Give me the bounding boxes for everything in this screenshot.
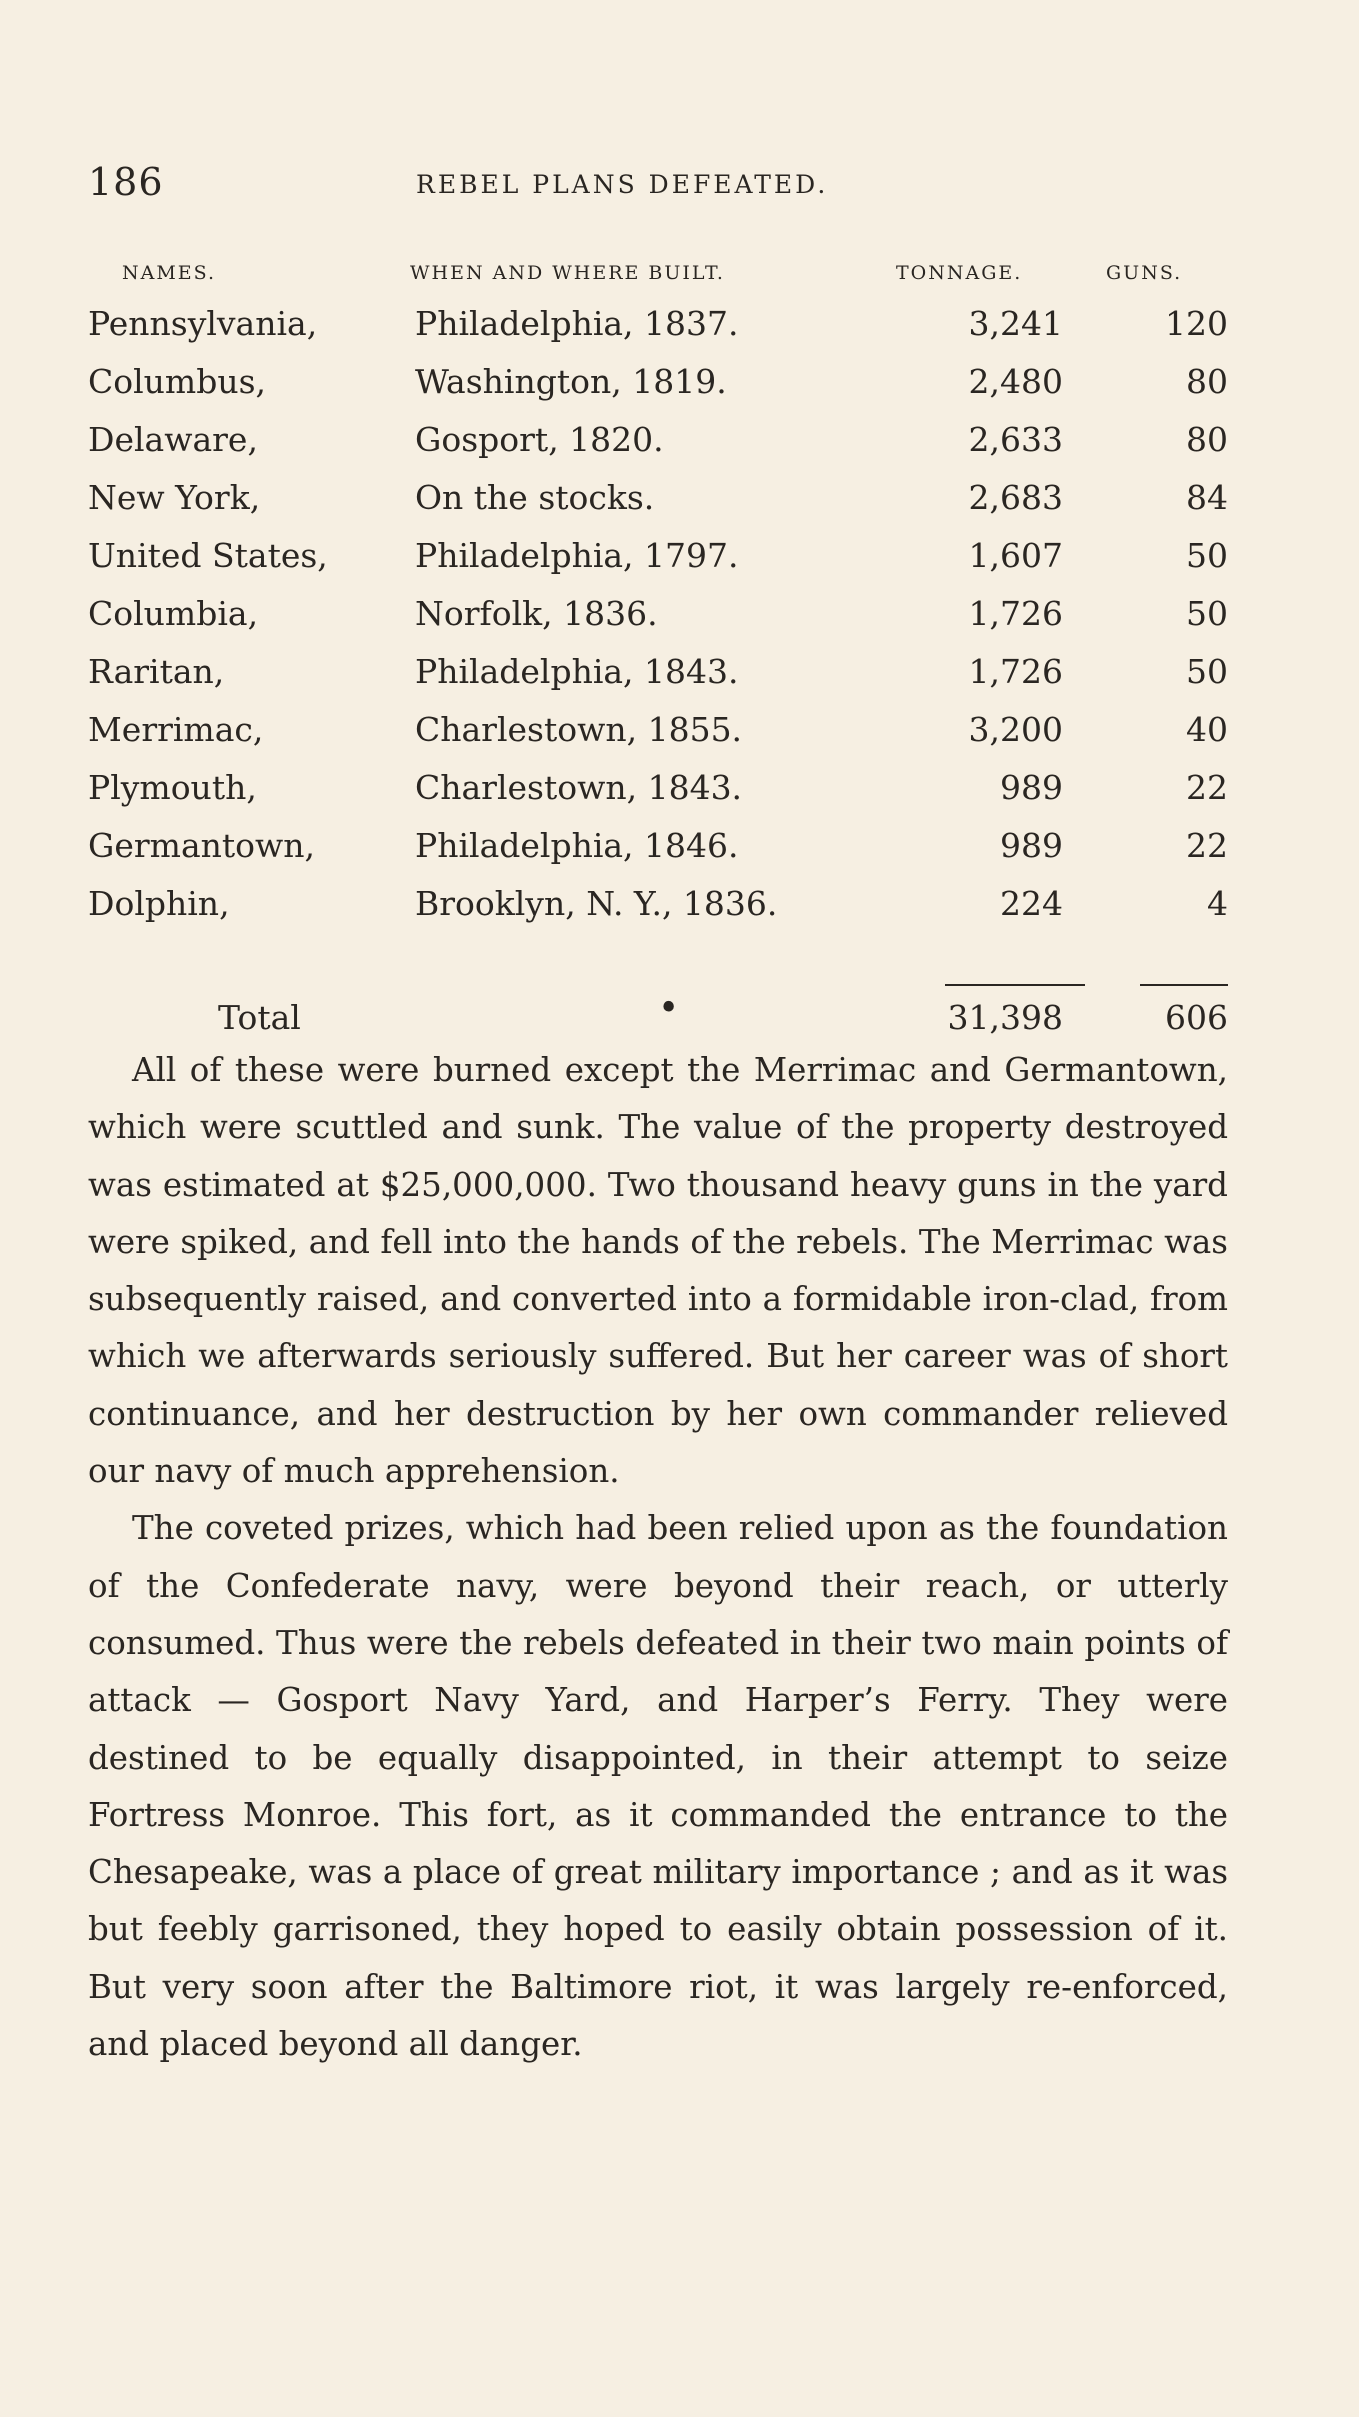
running-title: REBEL PLANS DEFEATED. <box>416 170 829 199</box>
table-row <box>88 818 1228 876</box>
total-label: Total <box>218 998 301 1037</box>
ship-guns: 22 <box>1186 768 1228 807</box>
tonnage-total-rule <box>945 984 1085 986</box>
ships-table <box>88 262 1228 1050</box>
ship-tonnage: 1,726 <box>968 652 1063 691</box>
ship-built: On the stocks. <box>415 478 655 517</box>
ship-name: Columbus, <box>88 362 267 401</box>
table-row <box>88 412 1228 470</box>
table-row <box>88 528 1228 586</box>
column-header-names: NAMES. <box>122 262 217 284</box>
table-row <box>88 760 1228 818</box>
ship-guns: 84 <box>1186 478 1228 517</box>
ship-built: Norfolk, 1836. <box>415 594 658 633</box>
table-row <box>88 586 1228 644</box>
total-tonnage: 31,398 <box>947 998 1063 1037</box>
ship-name: Delaware, <box>88 420 258 459</box>
total-guns: 606 <box>1165 998 1228 1037</box>
ship-tonnage: 1,726 <box>968 594 1063 633</box>
table-header-row <box>88 262 1228 296</box>
table-row <box>88 354 1228 412</box>
ship-guns: 50 <box>1186 594 1228 633</box>
ship-name: Plymouth, <box>88 768 257 807</box>
ship-built: Charlestown, 1843. <box>415 768 743 807</box>
ship-name: Raritan, <box>88 652 225 691</box>
ship-guns: 22 <box>1186 826 1228 865</box>
paragraph: All of these were burned except the Merrimac and Germantown, which were scuttled and sunk. The value of the property destroyed was estimated at $25,000,000. Two thousand heavy guns in the yard were spiked, and fell into the hands of the rebels. The Merrimac was subsequently raised, and converted into a formidable iron-clad, from which we afterwards seriously suffered. But her career was of short continuance, and her destruction by her own commander relieved our navy of much apprehension. <box>88 1051 1228 1491</box>
column-header-built: WHEN AND WHERE BUILT. <box>410 262 725 284</box>
ship-tonnage: 3,200 <box>968 710 1063 749</box>
column-header-guns: GUNS. <box>1106 262 1183 284</box>
table-row <box>88 876 1228 934</box>
ship-built: Philadelphia, 1837. <box>415 304 739 343</box>
ship-name: New York, <box>88 478 261 517</box>
ship-tonnage: 2,633 <box>968 420 1063 459</box>
ship-guns: 40 <box>1186 710 1228 749</box>
ship-guns: 80 <box>1186 420 1228 459</box>
ship-built: Philadelphia, 1843. <box>415 652 739 691</box>
table-row <box>88 470 1228 528</box>
ship-name: Pennsylvania, <box>88 304 318 343</box>
guns-total-rule <box>1140 984 1228 986</box>
ship-name: United States, <box>88 536 328 575</box>
ship-name: Columbia, <box>88 594 259 633</box>
ship-tonnage: 989 <box>1000 768 1063 807</box>
paragraph: The coveted prizes, which had been relied upon as the foundation of the Confederate navy, were beyond their reach, or utterly consumed. Thus were the rebels defeated in their two main points of attack — Gosport Navy Yard, and Harper’s Ferry. They were destined to be equally disappointed, in their attempt to seize Fortress Monroe. This fort, as it commanded the entrance to the Chesapeake, was a place of great military importance ; and as it was but feebly garrisoned, they hoped to easily obtain possession of it. But very soon after the Baltimore riot, it was largely re-enforced, and placed beyond all danger. <box>88 1509 1228 2064</box>
ship-guns: 120 <box>1165 304 1228 343</box>
ship-built: Philadelphia, 1846. <box>415 826 739 865</box>
page-number: 186 <box>88 160 164 204</box>
ship-guns: 80 <box>1186 362 1228 401</box>
ship-name: Germantown, <box>88 826 316 865</box>
ship-built: Charlestown, 1855. <box>415 710 743 749</box>
ship-built: Brooklyn, N. Y., 1836. <box>415 884 778 923</box>
ship-name: Merrimac, <box>88 710 264 749</box>
ship-guns: 50 <box>1186 652 1228 691</box>
column-header-tonnage: TONNAGE. <box>896 262 1023 284</box>
table-row <box>88 644 1228 702</box>
body-text <box>88 1042 1228 2073</box>
table-row <box>88 296 1228 354</box>
ship-guns: 50 <box>1186 536 1228 575</box>
ship-guns: 4 <box>1207 884 1228 923</box>
ship-tonnage: 3,241 <box>968 304 1063 343</box>
ship-built: Philadelphia, 1797. <box>415 536 739 575</box>
page-header <box>88 160 1228 208</box>
ship-tonnage: 1,607 <box>968 536 1063 575</box>
ship-tonnage: 989 <box>1000 826 1063 865</box>
total-rules <box>88 934 1228 992</box>
table-row <box>88 702 1228 760</box>
ship-tonnage: 2,683 <box>968 478 1063 517</box>
ship-built: Washington, 1819. <box>415 362 727 401</box>
ship-name: Dolphin, <box>88 884 230 923</box>
total-dot: • <box>658 988 680 1029</box>
ship-tonnage: 2,480 <box>968 362 1063 401</box>
ship-built: Gosport, 1820. <box>415 420 664 459</box>
ship-tonnage: 224 <box>1000 884 1063 923</box>
